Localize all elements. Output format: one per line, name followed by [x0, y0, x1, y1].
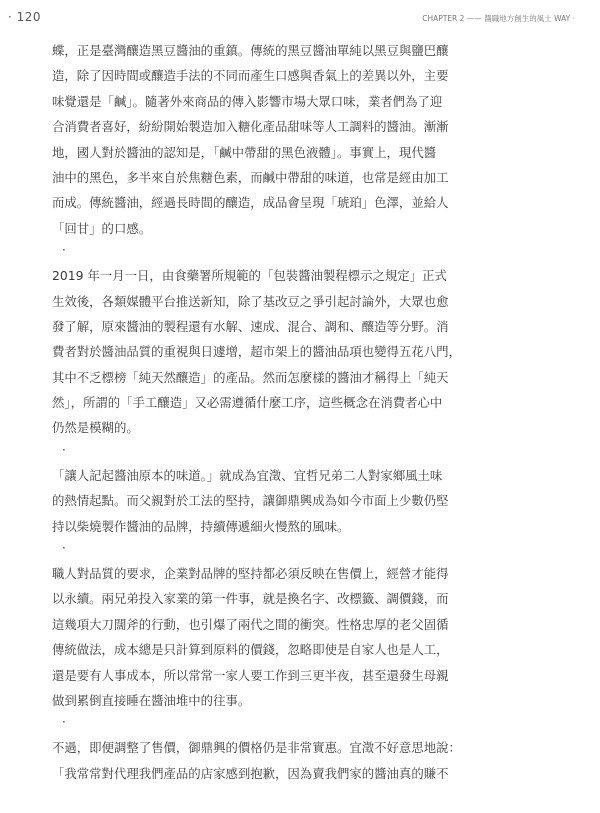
text-line: 而成。傳統醬油，經過長時間的釀造，成品會呈現「琥珀」色澤，並給人	[52, 195, 449, 211]
paragraph	[52, 263, 572, 441]
text-line: 地，國人對於醬油的認知是，「鹹中帶甜的黑色液體」。事實上，現代醬	[52, 144, 437, 160]
page-number: · 120	[8, 10, 42, 24]
text-line: 然」，所謂的「手工釀造」又必需遵循什麼工序，這些概念在消費者心中	[52, 395, 443, 411]
paragraph	[52, 463, 572, 539]
text-line: 持以柴燒製作醬油的品牌，持續傳遞細火慢熬的風味。	[52, 518, 350, 534]
running-head: CHAPTER 2 —— 醬職地方創生的風土 WAY ·	[422, 14, 575, 23]
text-line: 職人對品質的要求，企業對品牌的堅持都必須反映在售價上，經營才能得	[52, 566, 449, 582]
text-line: 味覺還是「鹹」。隨著外來商品的傳入影響市場大眾口味，業者們為了迎	[52, 93, 443, 109]
text-line: 的熱情起點。而父親對於工法的堅持，讓御鼎興成為如今市面上少數仍堅	[52, 493, 449, 509]
page-header	[0, 10, 600, 30]
paragraph-separator: ·	[62, 442, 66, 457]
text-line: 油中的黑色，多半來自於焦糖色素，而鹹中帶甜的味道，也常是經由加工	[52, 169, 449, 185]
paragraph-separator: ·	[62, 541, 66, 556]
page-number-value: 120	[16, 10, 42, 24]
text-line: 其中不乏標榜「純天然釀造」的產品。然而怎麼樣的醬油才稱得上「純天	[52, 369, 449, 385]
text-line: 不過，即便調整了售價，御鼎興的價格仍是非常實惠。宜澂不好意思地說：	[52, 740, 461, 756]
running-head-text: CHAPTER 2 —— 醬職地方創生的風土 WAY	[422, 14, 571, 23]
text-line: 發了解，原來醬油的製程還有水解、速成、混合、調和、釀造等分野。消	[52, 318, 449, 334]
text-line: 生效後，各類媒體平台推送新知，除了基改豆之爭引起討論外，大眾也愈	[52, 293, 449, 309]
text-line: 還是要有人事成本，所以常常一家人要工作到三更半夜，甚至還發生母親	[52, 667, 449, 683]
text-line: 做到累倒直接睡在醬油堆中的往事。	[52, 692, 251, 708]
text-line: 以永續。兩兄弟投入家業的第一件事，就是換名字、改標籤、調價錢，而	[52, 591, 449, 607]
text-line: 「讓人記起醬油原本的味道。」就成為宜澂、宜哲兄弟二人對家鄉風土味	[52, 467, 443, 483]
text-line: 2019 年一月一日，由食藥署所規範的「包裝醬油製程標示之規定」正式	[52, 268, 447, 284]
paragraph	[52, 561, 572, 713]
text-line: 「回甘」的口感。	[52, 220, 152, 236]
paragraph-separator: ·	[62, 715, 66, 730]
text-line: 造，除了因時間或釀造手法的不同而產生口感與香氣上的差異以外，主要	[52, 68, 449, 84]
text-line: 蝶，正是臺灣釀造黑豆醬油的重鎮。傳統的黑豆醬油單純以黑豆與鹽巴釀	[52, 43, 449, 58]
text-line: 傳統做法，成本總是只計算到原料的價錢，忽略即使是自家人也是人工，	[52, 642, 449, 658]
text-line: 費者對於醬油品質的重視與日遽增，超市架上的醬油品項也變得五花八門，	[52, 344, 461, 360]
text-line: 這幾項大刀闊斧的行動，也引爆了兩代之間的衝突。性格忠厚的老父固循	[52, 616, 449, 632]
body-text	[52, 38, 572, 786]
paragraph-separator: ·	[62, 243, 66, 258]
text-line: 「我常常對代理我們產品的店家感到抱歉，因為賣我們家的醬油真的賺不	[52, 765, 449, 781]
paragraph	[52, 735, 572, 786]
text-line: 合消費者喜好，紛紛開始製造加入糖化產品甜味等人工調料的醬油。漸漸	[52, 119, 449, 135]
paragraph	[52, 38, 572, 241]
text-line: 仍然是模糊的。	[52, 420, 139, 436]
